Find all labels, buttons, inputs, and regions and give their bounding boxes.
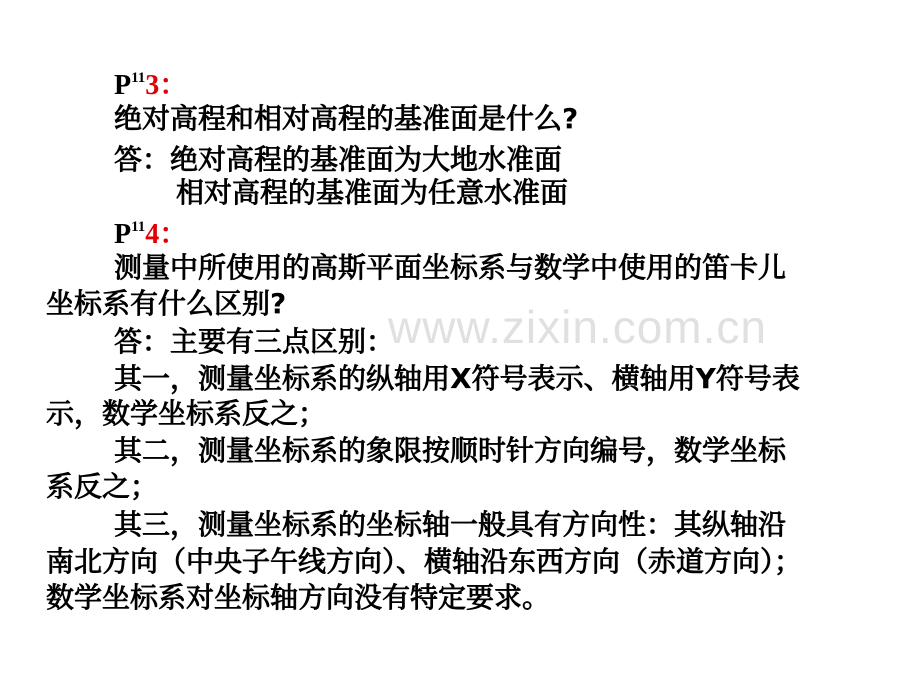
answer-4-point-3-line-3: 数学坐标系对坐标轴方向没有特定要求。 [46,581,551,614]
watermark: www.zixin.com.cn [388,301,767,353]
answer-4-point-3-line-1: 其三，测量坐标系的坐标轴一般具有方向性：其纵轴沿 [114,508,787,541]
answer-3-line-1: 答：绝对高程的基准面为大地水准面 [114,143,563,176]
answer-4-point-1-line-1: 其一，测量坐标系的纵轴用X符号表示、横轴用Y符号表 [114,362,800,395]
answer-4-point-2-line-1: 其二，测量坐标系的象限按顺时针方向编号，数学坐标 [114,434,787,467]
question-4-text-line-2: 坐标系有什么区别? [46,287,287,320]
page-prefix: P [114,219,132,250]
page-superscript: 11 [131,70,146,86]
answer-4-point-2-line-2: 系反之； [46,470,159,503]
answer-4-intro: 答：主要有三点区别： [114,325,395,358]
question-4-heading [114,209,187,253]
answer-3-line-2: 相对高程的基准面为任意水准面 [176,176,569,209]
page-superscript: 11 [131,219,146,235]
question-number: 4： [145,219,188,250]
question-4-text-line-1: 测量中所使用的高斯平面坐标系与数学中使用的笛卡儿 [114,251,787,284]
answer-4-point-1-line-2: 示，数学坐标系反之； [46,397,327,430]
answer-4-point-3-line-2: 南北方向（中央子午线方向）、横轴沿东西方向（赤道方向）； [46,545,803,578]
question-number: 3： [145,70,188,101]
question-3-heading [114,60,187,104]
question-3-text: 绝对高程和相对高程的基准面是什么? [114,102,579,135]
page-prefix: P [114,70,132,101]
